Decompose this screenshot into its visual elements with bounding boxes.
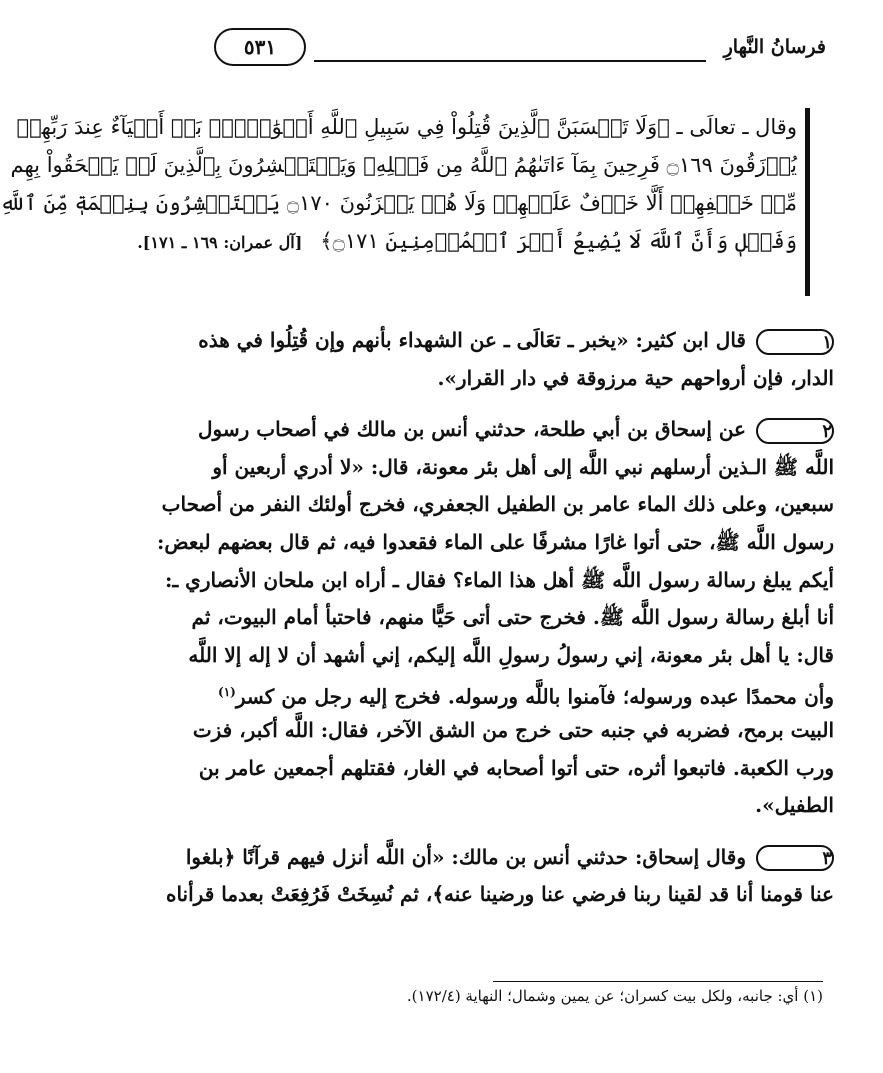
paragraph-line: قال: يا أهل بئر معونة، إني رسولُ رسولِ اللَّه إليكم، إني أشهد أن لا إله إلا اللَّه xyxy=(188,642,834,667)
paragraph-line xyxy=(198,322,834,360)
quran-reference: [آل عمران: ١٦٩ ـ ١٧١]. xyxy=(137,233,303,252)
paragraph-line: اللَّه ﷺ الـذين أرسلهم نبي اللَّه إلى أهل بئر معونة، قال: «لا أدري أربعين أو xyxy=(212,454,834,479)
page-number: ٥٣١ xyxy=(214,28,306,66)
paragraph-number-badge: ١ xyxy=(756,329,834,355)
paragraph-line: البيت برمح، فضربه في جنبه حتى خرج من الشق الآخر، فقال: اللَّه أكبر، فزت xyxy=(192,717,834,742)
quran-quote-block xyxy=(0,108,810,296)
body-text xyxy=(156,322,834,928)
paragraph-line-text: وقال إسحاق: حدثني أنس بن مالك: «أن اللَّه أنزل فيهم قرآنًا ﴿بلغوا xyxy=(185,844,746,869)
quran-verse-text: وَفَضۡلٖ وَأَنَّ ٱللَّهَ لَا يُضِيعُ أَجۡرَ ٱلۡمُؤۡمِنِينَ ۝١٧١﴾ xyxy=(320,229,797,253)
paragraph-1 xyxy=(198,322,834,397)
quran-line: وقال ـ تعالَى ـ ﴿وَلَا تَحۡسَبَنَّ ٱلَّذِينَ قُتِلُواْ فِي سَبِيلِ ٱللَّهِ أَمۡوَٰتَۢاۚ بَلۡ أَحۡيَآءٌ عِندَ رَبِّهِمۡ xyxy=(16,115,797,139)
paragraph-line xyxy=(218,674,834,712)
paragraph-line-text: عن إسحاق بن أبي طلحة، حدثني أنس بن مالك في أصحاب رسول xyxy=(198,417,746,442)
paragraph-line: ورب الكعبة. فاتبعوا أثره، حتى أتوا أصحابه في الغار، فقتلهم أجمعين عامر بن xyxy=(198,755,834,780)
footnote-marker: (١) xyxy=(218,685,236,700)
paragraph-2 xyxy=(156,411,834,825)
paragraph-line: أنا أبلغ رسالة رسول اللَّه ﷺ. فخرج حتى أتى حَيًّا منهم، فاحتبأ أمام البيوت، ثم xyxy=(191,605,834,630)
paragraph-number-badge: ٢ xyxy=(756,418,834,444)
paragraph-line: الدار، فإن أرواحهم حية مرزوقة في دار القرار». xyxy=(437,365,834,390)
footnote-rule xyxy=(493,981,823,982)
paragraph-3 xyxy=(165,839,834,914)
footnote: (١) أي: جانبه، ولكل بيت كسران؛ عن يمين وشمال؛ النهاية (١٧٢/٤). xyxy=(406,987,823,1005)
quran-line xyxy=(137,222,797,260)
paragraph-line: سبعين، وعلى ذلك الماء عامر بن الطفيل الجعفري، فخرج أولئك النفر من أصحاب xyxy=(161,492,834,517)
paragraph-line xyxy=(198,411,834,449)
paragraph-line: أيكم يبلغ رسالة رسول اللَّه ﷺ أهل هذا الماء؟ فقال ـ أراه ابن ملحان الأنصاري ـ: xyxy=(164,567,834,592)
running-title: فرسانُ النَّهارِ xyxy=(723,36,826,58)
quran-line: مِّنۡ خَلۡفِهِمۡ أَلَّا خَوۡفٌ عَلَيۡهِمۡ وَلَا هُمۡ يَحۡزَنُونَ ۝١٧٠ يَسۡتَبۡشِرُونَ بِنِعۡمَةٖ مِّنَ ٱللَّهِ xyxy=(0,191,797,215)
paragraph-line xyxy=(185,839,834,877)
page-header xyxy=(214,24,826,74)
paragraph-line: عنا قومنا أنا قد لقينا ربنا فرضي عنا ورضينا عنه﴾، ثم نُسِخَتْ فَرُفِعَتْ بعدما قرأناه xyxy=(165,882,834,907)
header-rule xyxy=(314,60,706,62)
paragraph-number-badge: ٣ xyxy=(756,845,834,871)
paragraph-line-text: قال ابن كثير: «يخبر ـ تعَالَى ـ عن الشهداء بأنهم وإن قُتِلُوا في هذه xyxy=(198,328,746,352)
paragraph-line-text: وأن محمدًا عبده ورسوله؛ فآمنوا باللَّه ورسوله. فخرج إليه رجل من كسر xyxy=(235,685,834,709)
paragraph-line: الطفيل». xyxy=(755,793,834,818)
quran-line: يُرۡزَقُونَ ۝١٦٩ فَرِحِينَ بِمَآ ءَاتَىٰهُمُ ٱللَّهُ مِن فَضۡلِهِۦ وَيَسۡتَبۡشِرُونَ بِٱلَّذِينَ لَمۡ يَلۡحَقُواْ بِهِم xyxy=(10,153,797,177)
paragraph-line: رسول اللَّه ﷺ، حتى أتوا غارًا مشرفًا على الماء فقعدوا فيه، ثم قال بعضهم لبعض: xyxy=(156,529,834,554)
